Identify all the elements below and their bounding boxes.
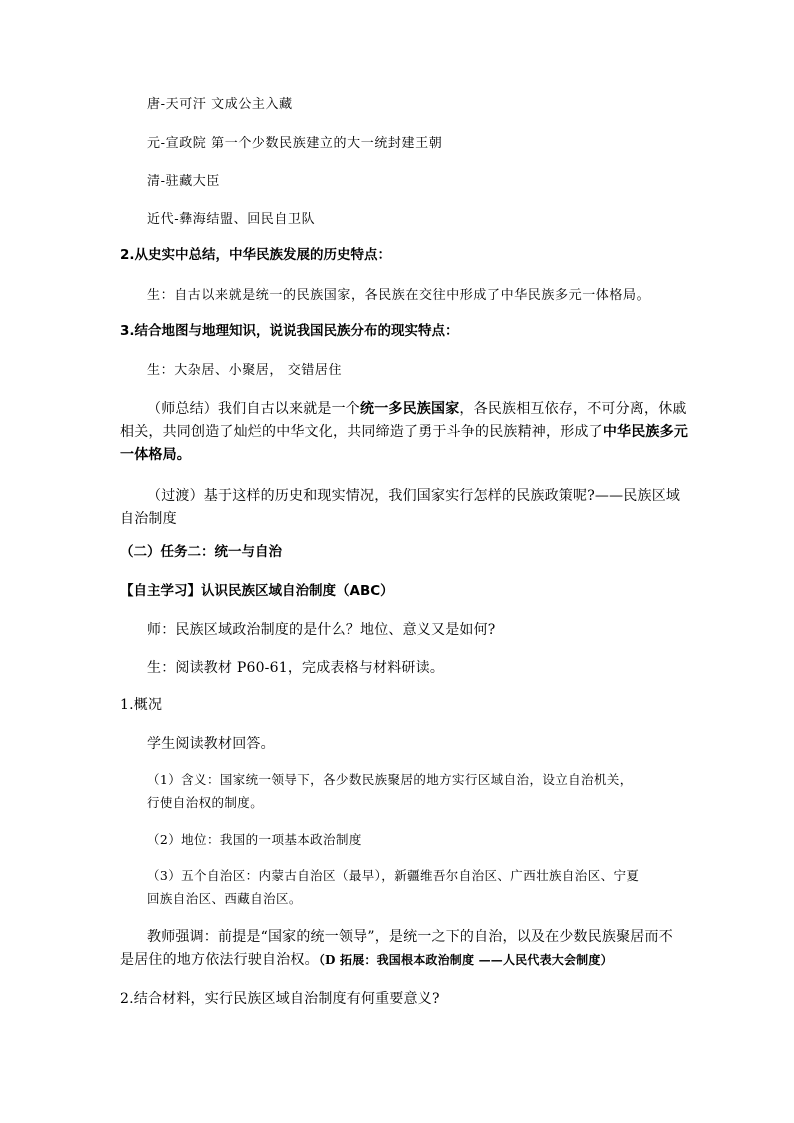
text-line: 近代-彝海结盟、回民自卫队	[147, 212, 316, 227]
list-item: 行使自治权的制度。	[147, 795, 264, 810]
subsection-heading: 【自主学习】认识民族区域自治制度（ABC）	[120, 583, 394, 599]
answer-line: 生：大杂居、小聚居， 交错居住	[147, 363, 343, 378]
paragraph-line: 师：民族区域政治制度的是什么？地位、意义又是如何?	[147, 622, 496, 638]
text-line: 元-宣政院 第一个少数民族建立的大一统封建王朝	[147, 136, 443, 151]
text-line: 清-驻藏大臣	[147, 174, 220, 189]
text-segment: ，各民族相互依存，不可分离，休戚	[459, 401, 687, 417]
section-heading: （二）任务二：统一与自治	[120, 544, 282, 560]
answer-line: 生：自古以来就是统一的民族国家，各民族在交往中形成了中华民族多元一体格局。	[147, 288, 651, 303]
list-item: （3）五个自治区：内蒙古自治区（最早），新疆维吾尔自治区、广西壮族自治区、宁夏	[147, 868, 640, 883]
question-line: 2.结合材料，实行民族区域自治制度有何重要意义?	[120, 991, 440, 1007]
paragraph-line	[120, 953, 613, 967]
paragraph-line: 教师强调：前提是“国家的统一领导”，是统一之下的自治，以及在少数民族聚居而不	[147, 929, 673, 945]
list-item: 回族自治区、西藏自治区。	[147, 891, 302, 906]
text-segment: 相关，共同创造了灿烂的中华文化，共同缔造了勇于斗争的民族精神，形成了	[120, 424, 603, 440]
list-heading: 1.概况	[120, 697, 163, 713]
text-line: 唐-天可汗 文成公主入藏	[147, 97, 293, 112]
extension-note: （D 拓展：我国根本政治制度 ——人民代表大会制度）	[318, 953, 613, 967]
emphasis-text: 多元	[659, 424, 689, 440]
paragraph-line	[120, 425, 688, 439]
paragraph-line: 自治制度	[120, 511, 177, 527]
paragraph-line	[147, 402, 687, 416]
question-heading: 3.结合地图与地理知识，说说我国民族分布的现实特点：	[120, 323, 459, 339]
emphasis-text: 中华民族	[602, 424, 660, 440]
emphasis-text: 统一多民族国家	[360, 401, 460, 417]
paragraph-line: 生：阅读教材 P60-61，完成表格与材料研读。	[147, 660, 445, 676]
paragraph-line: 学生阅读教材回答。	[147, 736, 275, 752]
paragraph-line: （过渡）基于这样的历史和现实情况，我们国家实行怎样的民族政策呢?——民族区域	[147, 488, 681, 504]
question-heading: 2.从史实中总结，中华民族发展的历史特点：	[120, 247, 392, 263]
list-item: （2）地位：我国的一项基本政治制度	[147, 832, 362, 847]
list-item: （1）含义：国家统一领导下，各少数民族聚居的地方实行区域自治，设立自治机关，	[147, 772, 633, 787]
emphasis-text: 一体格局。	[120, 447, 191, 463]
text-segment: 是居住的地方依法行驶自治权。	[120, 952, 319, 968]
text-segment: （师总结）我们自古以来就是一个	[147, 401, 360, 417]
